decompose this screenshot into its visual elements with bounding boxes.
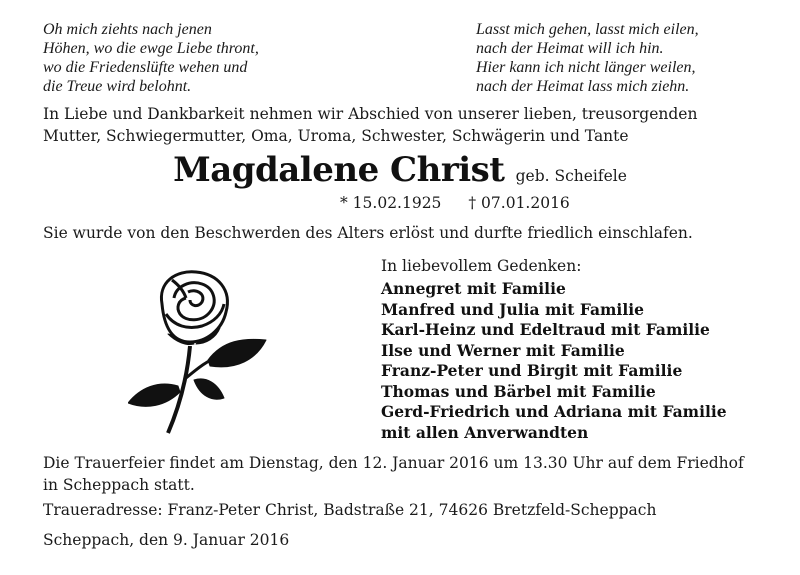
poem-right: [476, 20, 699, 96]
intro-text: [43, 103, 697, 147]
poem-left-line: die Treue wird belohnt.: [43, 78, 192, 95]
poem-right-line: nach der Heimat lass mich ziehn.: [476, 78, 690, 95]
maiden-name: geb. Scheifele: [515, 167, 627, 185]
family-entry: Gerd-Friedrich und Adriana mit Familie: [381, 402, 727, 421]
service-line: in Scheppach statt.: [43, 476, 195, 494]
deceased-heading: [0, 150, 800, 190]
family-entry: Karl-Heinz und Edeltraud mit Familie: [381, 320, 710, 339]
family-entry: Manfred und Julia mit Familie: [381, 299, 644, 319]
life-dates: [340, 194, 570, 212]
family-entry: Annegret mit Familie: [381, 279, 566, 298]
rose-icon: [128, 268, 268, 438]
poem-left-line: Oh mich ziehts nach jenen: [43, 21, 212, 38]
death-date: † 07.01.2016: [468, 194, 570, 212]
deceased-name: Magdalene Christ: [173, 150, 505, 190]
poem-left-line: Höhen, wo die ewge Liebe thront,: [43, 40, 259, 57]
memorial-heading: In liebevollem Gedenken:: [381, 257, 582, 275]
poem-right-line: nach der Heimat will ich hin.: [476, 40, 664, 57]
intro-line: Mutter, Schwiegermutter, Oma, Uroma, Schwester, Schwägerin und Tante: [43, 127, 629, 145]
family-entry: Ilse und Werner mit Familie: [381, 340, 625, 360]
birth-date: * 15.02.1925: [340, 194, 442, 212]
family-entry: mit allen Anverwandten: [381, 422, 589, 442]
memorial-section: [381, 255, 727, 443]
poem-right-line: Lasst mich gehen, lasst mich eilen,: [476, 21, 699, 38]
family-entry: Thomas und Bärbel mit Familie: [381, 381, 656, 401]
service-info: [43, 452, 744, 496]
poem-left: [43, 20, 259, 96]
poem-right-line: Hier kann ich nicht länger weilen,: [476, 59, 696, 76]
family-entry: Franz-Peter und Birgit mit Familie: [381, 361, 683, 380]
passing-text: Sie wurde von den Beschwerden des Alters erlöst und durfte friedlich einschlafen.: [43, 224, 693, 242]
poem-left-line: wo die Friedenslüfte wehen und: [43, 59, 248, 76]
place-date: Scheppach, den 9. Januar 2016: [43, 531, 290, 549]
mourning-address: Traueradresse: Franz-Peter Christ, Badstraße 21, 74626 Bretzfeld-Scheppach: [43, 501, 657, 519]
intro-line: In Liebe und Dankbarkeit nehmen wir Abschied von unserer lieben, treusorgenden: [43, 105, 698, 123]
service-line: Die Trauerfeier findet am Dienstag, den 12. Januar 2016 um 13.30 Uhr auf dem Friedhof: [43, 454, 744, 472]
